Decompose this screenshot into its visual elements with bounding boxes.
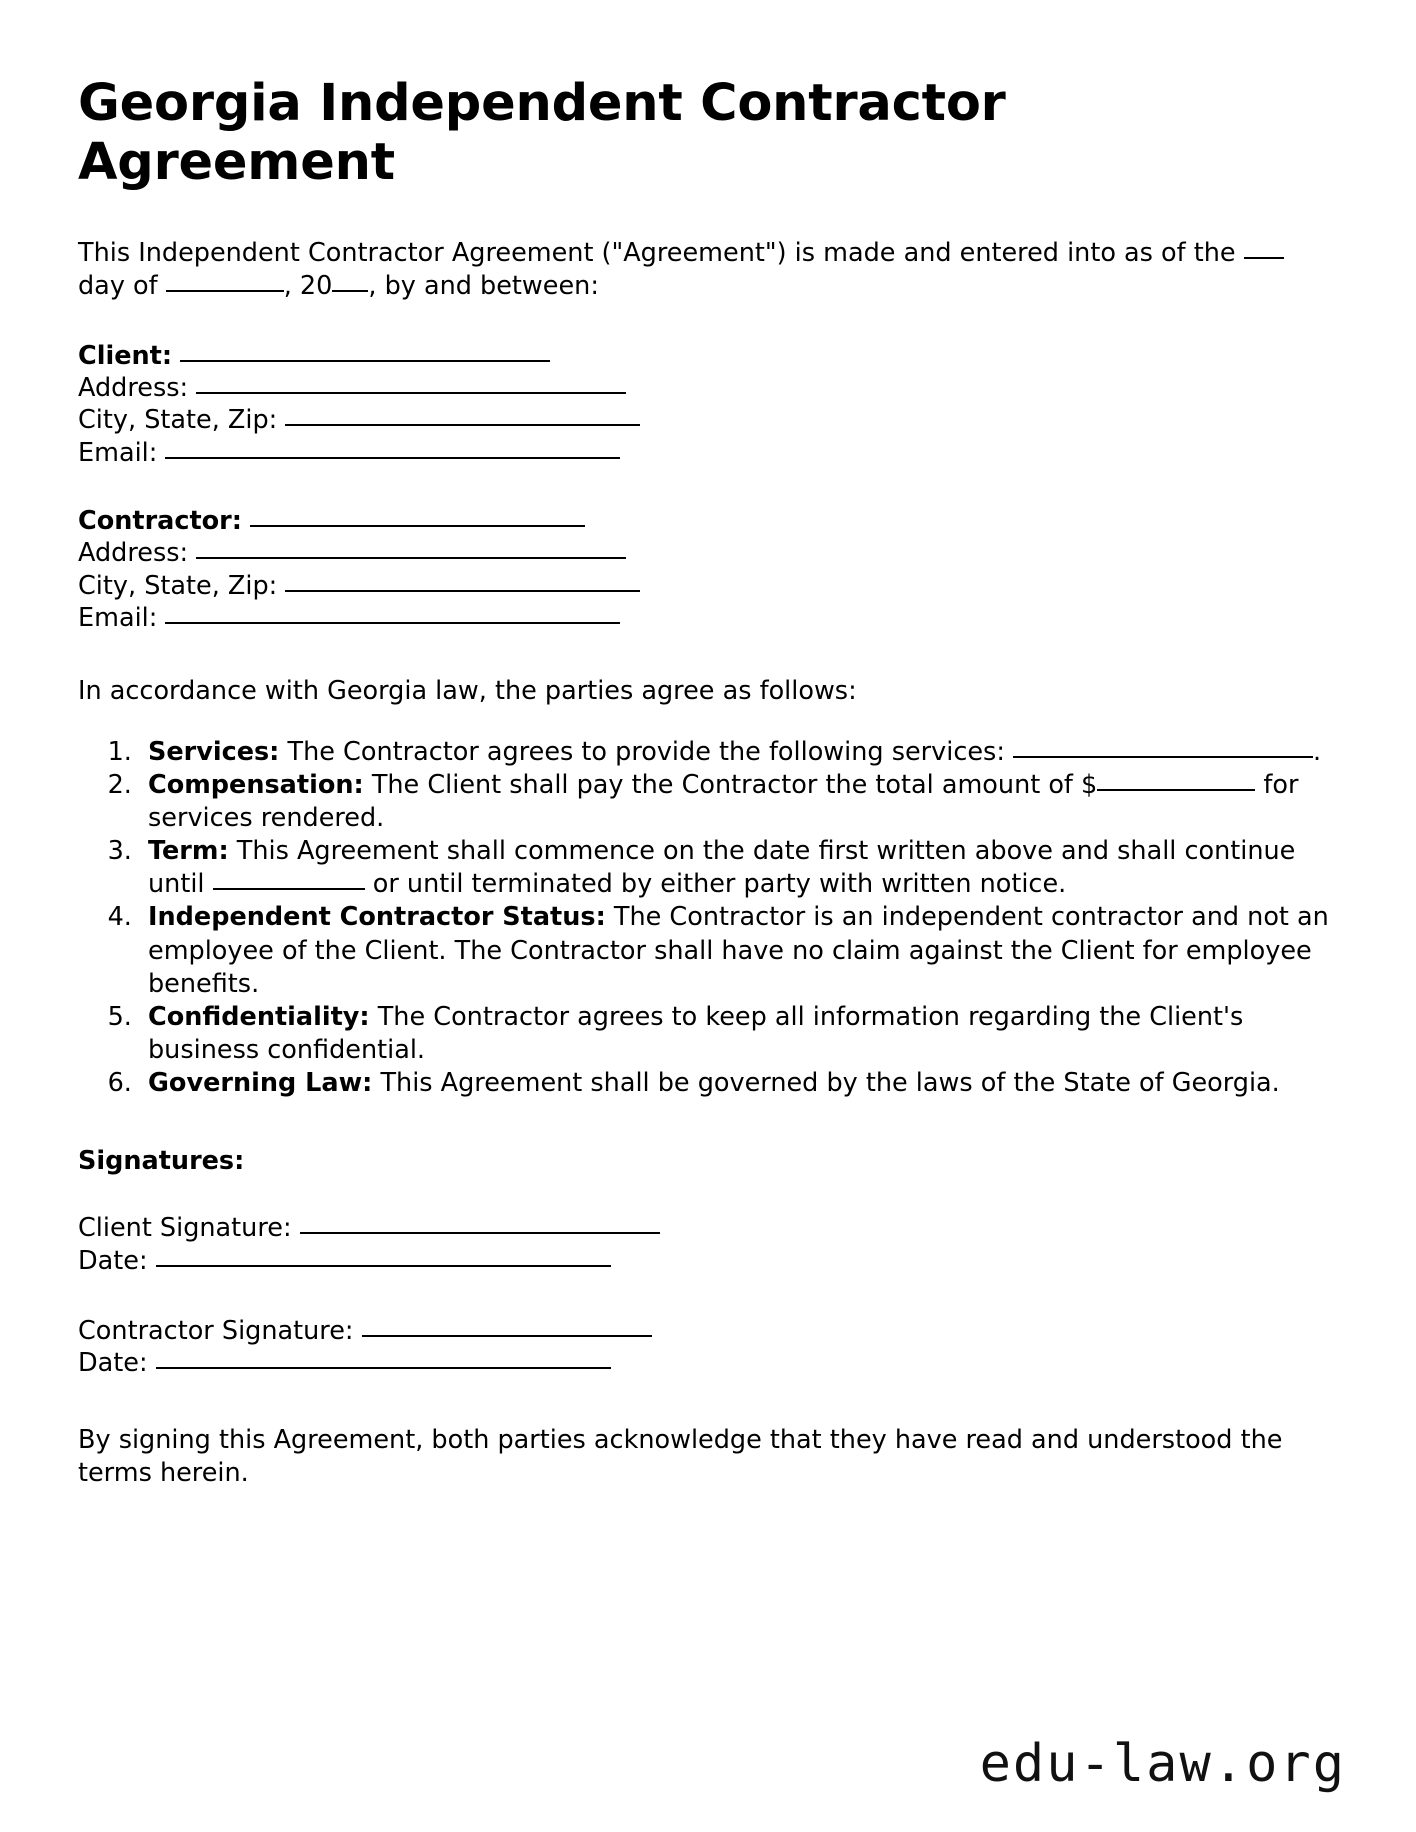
term-name: Independent Contractor Status: <box>148 902 606 933</box>
intro-paragraph <box>78 237 1336 303</box>
list-item <box>140 901 1338 1000</box>
client-party-block <box>78 340 1338 470</box>
term-text-after: for services rendered. <box>148 769 1299 834</box>
contractor-label: Contractor: <box>78 506 242 537</box>
contractor-address-line <box>78 537 1338 569</box>
intro-text-part1: This Independent Contractor Agreement ("Agreement") is made and entered into as of the <box>78 238 1236 269</box>
contractor-email-line <box>78 602 1338 634</box>
client-email-line <box>78 437 1338 469</box>
client-address-line <box>78 372 1338 404</box>
contractor-city-label: City, State, Zip: <box>78 570 278 601</box>
client-email-blank[interactable] <box>165 457 620 459</box>
client-city-label: City, State, Zip: <box>78 405 278 436</box>
term-name: Governing Law: <box>148 1068 373 1099</box>
intro-text-year-prefix: , 20 <box>283 271 333 302</box>
list-item <box>140 1001 1338 1067</box>
list-item <box>140 736 1338 769</box>
closing-paragraph: By signing this Agreement, both parties acknowledge that they have read and understood the terms herein. <box>78 1424 1283 1488</box>
contractor-date-blank[interactable] <box>156 1367 611 1369</box>
client-address-blank[interactable] <box>196 392 626 394</box>
term-text-after: or until terminated by either party with written notice. <box>372 869 1067 900</box>
client-signature-line <box>78 1212 1338 1244</box>
term-name: Compensation: <box>148 769 364 800</box>
term-text: The Contractor agrees to keep all information regarding the Client's business confidential. <box>148 1001 1244 1065</box>
services-blank[interactable] <box>1013 756 1313 758</box>
term-text: The Contractor is an independent contractor and not an employee of the Client. The Contractor shall have no claim against the Client for employee benefits. <box>148 902 1329 999</box>
term-text: The Contractor agrees to provide the following services: <box>287 736 1005 767</box>
contractor-party-block <box>78 505 1338 635</box>
contractor-email-blank[interactable] <box>165 622 620 624</box>
client-label: Client: <box>78 340 173 371</box>
client-city-blank[interactable] <box>285 424 640 426</box>
term-date-blank[interactable] <box>213 888 365 890</box>
contractor-address-label: Address: <box>78 538 189 569</box>
accordance-paragraph: In accordance with Georgia law, the parties agree as follows: <box>78 675 857 706</box>
contractor-name-blank[interactable] <box>250 525 585 527</box>
list-item <box>140 769 1338 835</box>
term-text: This Agreement shall commence on the date first written above and shall continue until <box>148 836 1296 900</box>
client-name-blank[interactable] <box>180 360 550 362</box>
contractor-city-blank[interactable] <box>285 590 640 592</box>
contractor-name-line <box>78 505 1338 537</box>
term-name: Term: <box>148 836 229 867</box>
term-text-after: . <box>1313 736 1322 767</box>
contractor-signature-label: Contractor Signature: <box>78 1316 354 1347</box>
site-watermark: edu-law.org <box>979 1734 1346 1794</box>
client-date-label: Date: <box>78 1245 148 1276</box>
intro-text-part3: , by and between: <box>368 271 599 302</box>
contractor-date-line <box>78 1347 1338 1379</box>
term-name: Confidentiality: <box>148 1001 370 1032</box>
contractor-city-line <box>78 570 1338 602</box>
contractor-email-label: Email: <box>78 603 158 634</box>
page-title: Georgia Independent Contractor Agreement <box>78 74 1006 193</box>
term-text: This Agreement shall be governed by the laws of the State of Georgia. <box>380 1068 1280 1099</box>
client-date-blank[interactable] <box>156 1265 611 1267</box>
amount-blank[interactable] <box>1097 789 1255 791</box>
client-date-line <box>78 1245 1338 1277</box>
list-item <box>140 835 1338 901</box>
contractor-address-blank[interactable] <box>196 557 626 559</box>
contractor-signature-line <box>78 1315 1338 1347</box>
list-item <box>140 1067 1338 1100</box>
client-signature-label: Client Signature: <box>78 1213 292 1244</box>
signatures-heading: Signatures: <box>78 1146 245 1177</box>
client-address-label: Address: <box>78 372 189 403</box>
month-blank[interactable] <box>166 290 284 292</box>
year-blank[interactable] <box>332 290 368 292</box>
contractor-signature-blank[interactable] <box>362 1335 652 1337</box>
term-text: The Client shall pay the Contractor the total amount of $ <box>371 769 1098 800</box>
contractor-signature-block <box>78 1315 1338 1380</box>
terms-list <box>78 736 1338 1101</box>
client-city-line <box>78 404 1338 436</box>
client-signature-blank[interactable] <box>300 1232 660 1234</box>
client-signature-block <box>78 1212 1338 1277</box>
day-blank[interactable] <box>1244 257 1284 259</box>
term-name: Services: <box>148 736 280 767</box>
client-name-line <box>78 340 1338 372</box>
contractor-date-label: Date: <box>78 1348 148 1379</box>
client-email-label: Email: <box>78 437 158 468</box>
intro-text-day-label: day of <box>78 271 158 302</box>
